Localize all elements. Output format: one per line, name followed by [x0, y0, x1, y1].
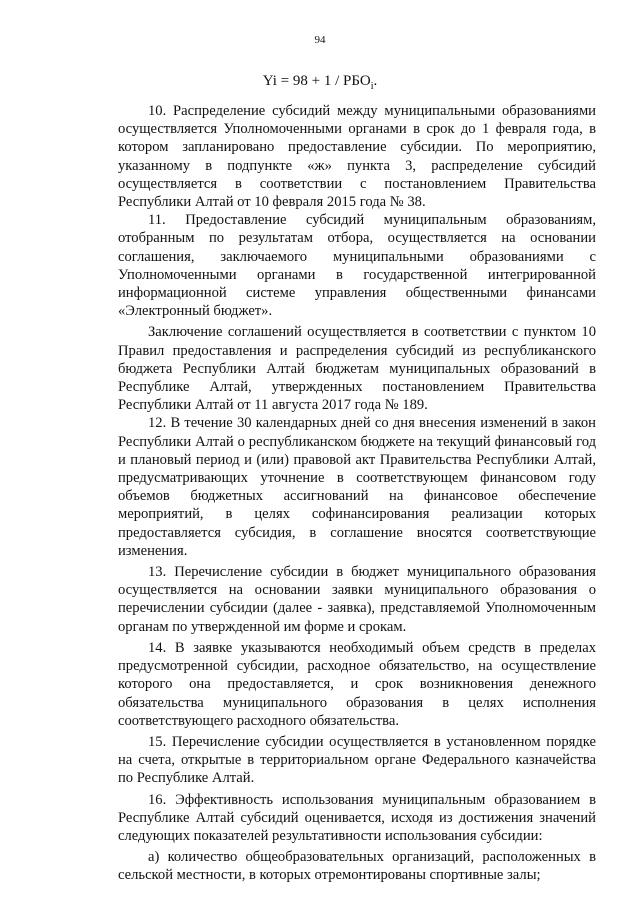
paragraph-16: 16. Эффективность использования муниципальным образованием в Республике Алтай субсидий оценивается, исходя из достижения значений следующих показателей результативности использования субсидии:: [118, 791, 596, 844]
paragraph-11-agreements: Заключение соглашений осуществляется в соответствии с пунктом 10 Правил предоставления и распределения субсидий из республиканского бюджета Республики Алтай бюджетам муниципальных образований в Республике Алтай, утвержденных постановлением Правительства Республики Алтай от 11 августа 2017 года № 189.: [118, 324, 596, 414]
document-body: [118, 102, 596, 885]
page-number: 94: [314, 34, 326, 46]
paragraph-14: 14. В заявке указываются необходимый объем средств в пределах предусмотренной субсидии, расходное обязательство, на осуществление которого она предоставляется, и срок возникновения денежного обязательства муниципального образования в целях исполнения соответствующего расходного обязательства.: [118, 639, 596, 729]
formula-subscript: i: [370, 81, 374, 92]
paragraph-10: 10. Распределение субсидий между муниципальными образованиями осуществляется Уполномоченными органами в срок до 1 февраля года, в котором запланировано предоставление субсидии. По мероприятию, указанному в подпункте «ж» пункта 3, распределение субсидий осуществляется в соответствии с постановлением Правительства Республики Алтай от 10 февраля 2015 года № 38.: [118, 103, 596, 211]
paragraph-12: 12. В течение 30 календарных дней со дня внесения изменений в закон Республики Алтай о республиканском бюджете на текущий финансовый год и плановый период и (или) правовой акт Правительства Республики Алтай, предусматривающих уточнение в соответствующем финансовом году объемов бюджетных ассигнований на финансовое обеспечение мероприятий, в целях софинансирования реализации которых предоставляется субсидия, в соглашение вносятся соответствующие изменения.: [118, 415, 596, 559]
paragraph-13: 13. Перечисление субсидии в бюджет муниципального образования осуществляется на основании заявки муниципального образования о перечислении субсидии (далее - заявка), представляемой Уполномоченным органам по утвержденной им форме и срокам.: [118, 564, 596, 635]
paragraph-11: 11. Предоставление субсидий муниципальным образованиям, отобранным по результатам отбора, осуществляется на основании соглашения, заключаемого муниципальными образованиями с Уполномоченными органами в государственной интегрированной информационной системе управления общественными финансами «Электронный бюджет».: [118, 212, 596, 320]
paragraph-15: 15. Перечисление субсидии осуществляется в установленном порядке на счета, открытые в территориальном органе Федерального казначейства по Республике Алтай.: [118, 733, 596, 787]
formula: [0, 73, 640, 92]
formula-expression: Yi = 98 + 1 / РБО: [262, 73, 371, 89]
formula-suffix: .: [373, 73, 378, 89]
paragraph-16a: а) количество общеобразовательных организаций, расположенных в сельской местности, в которых отремонтированы спортивные залы;: [118, 849, 596, 884]
